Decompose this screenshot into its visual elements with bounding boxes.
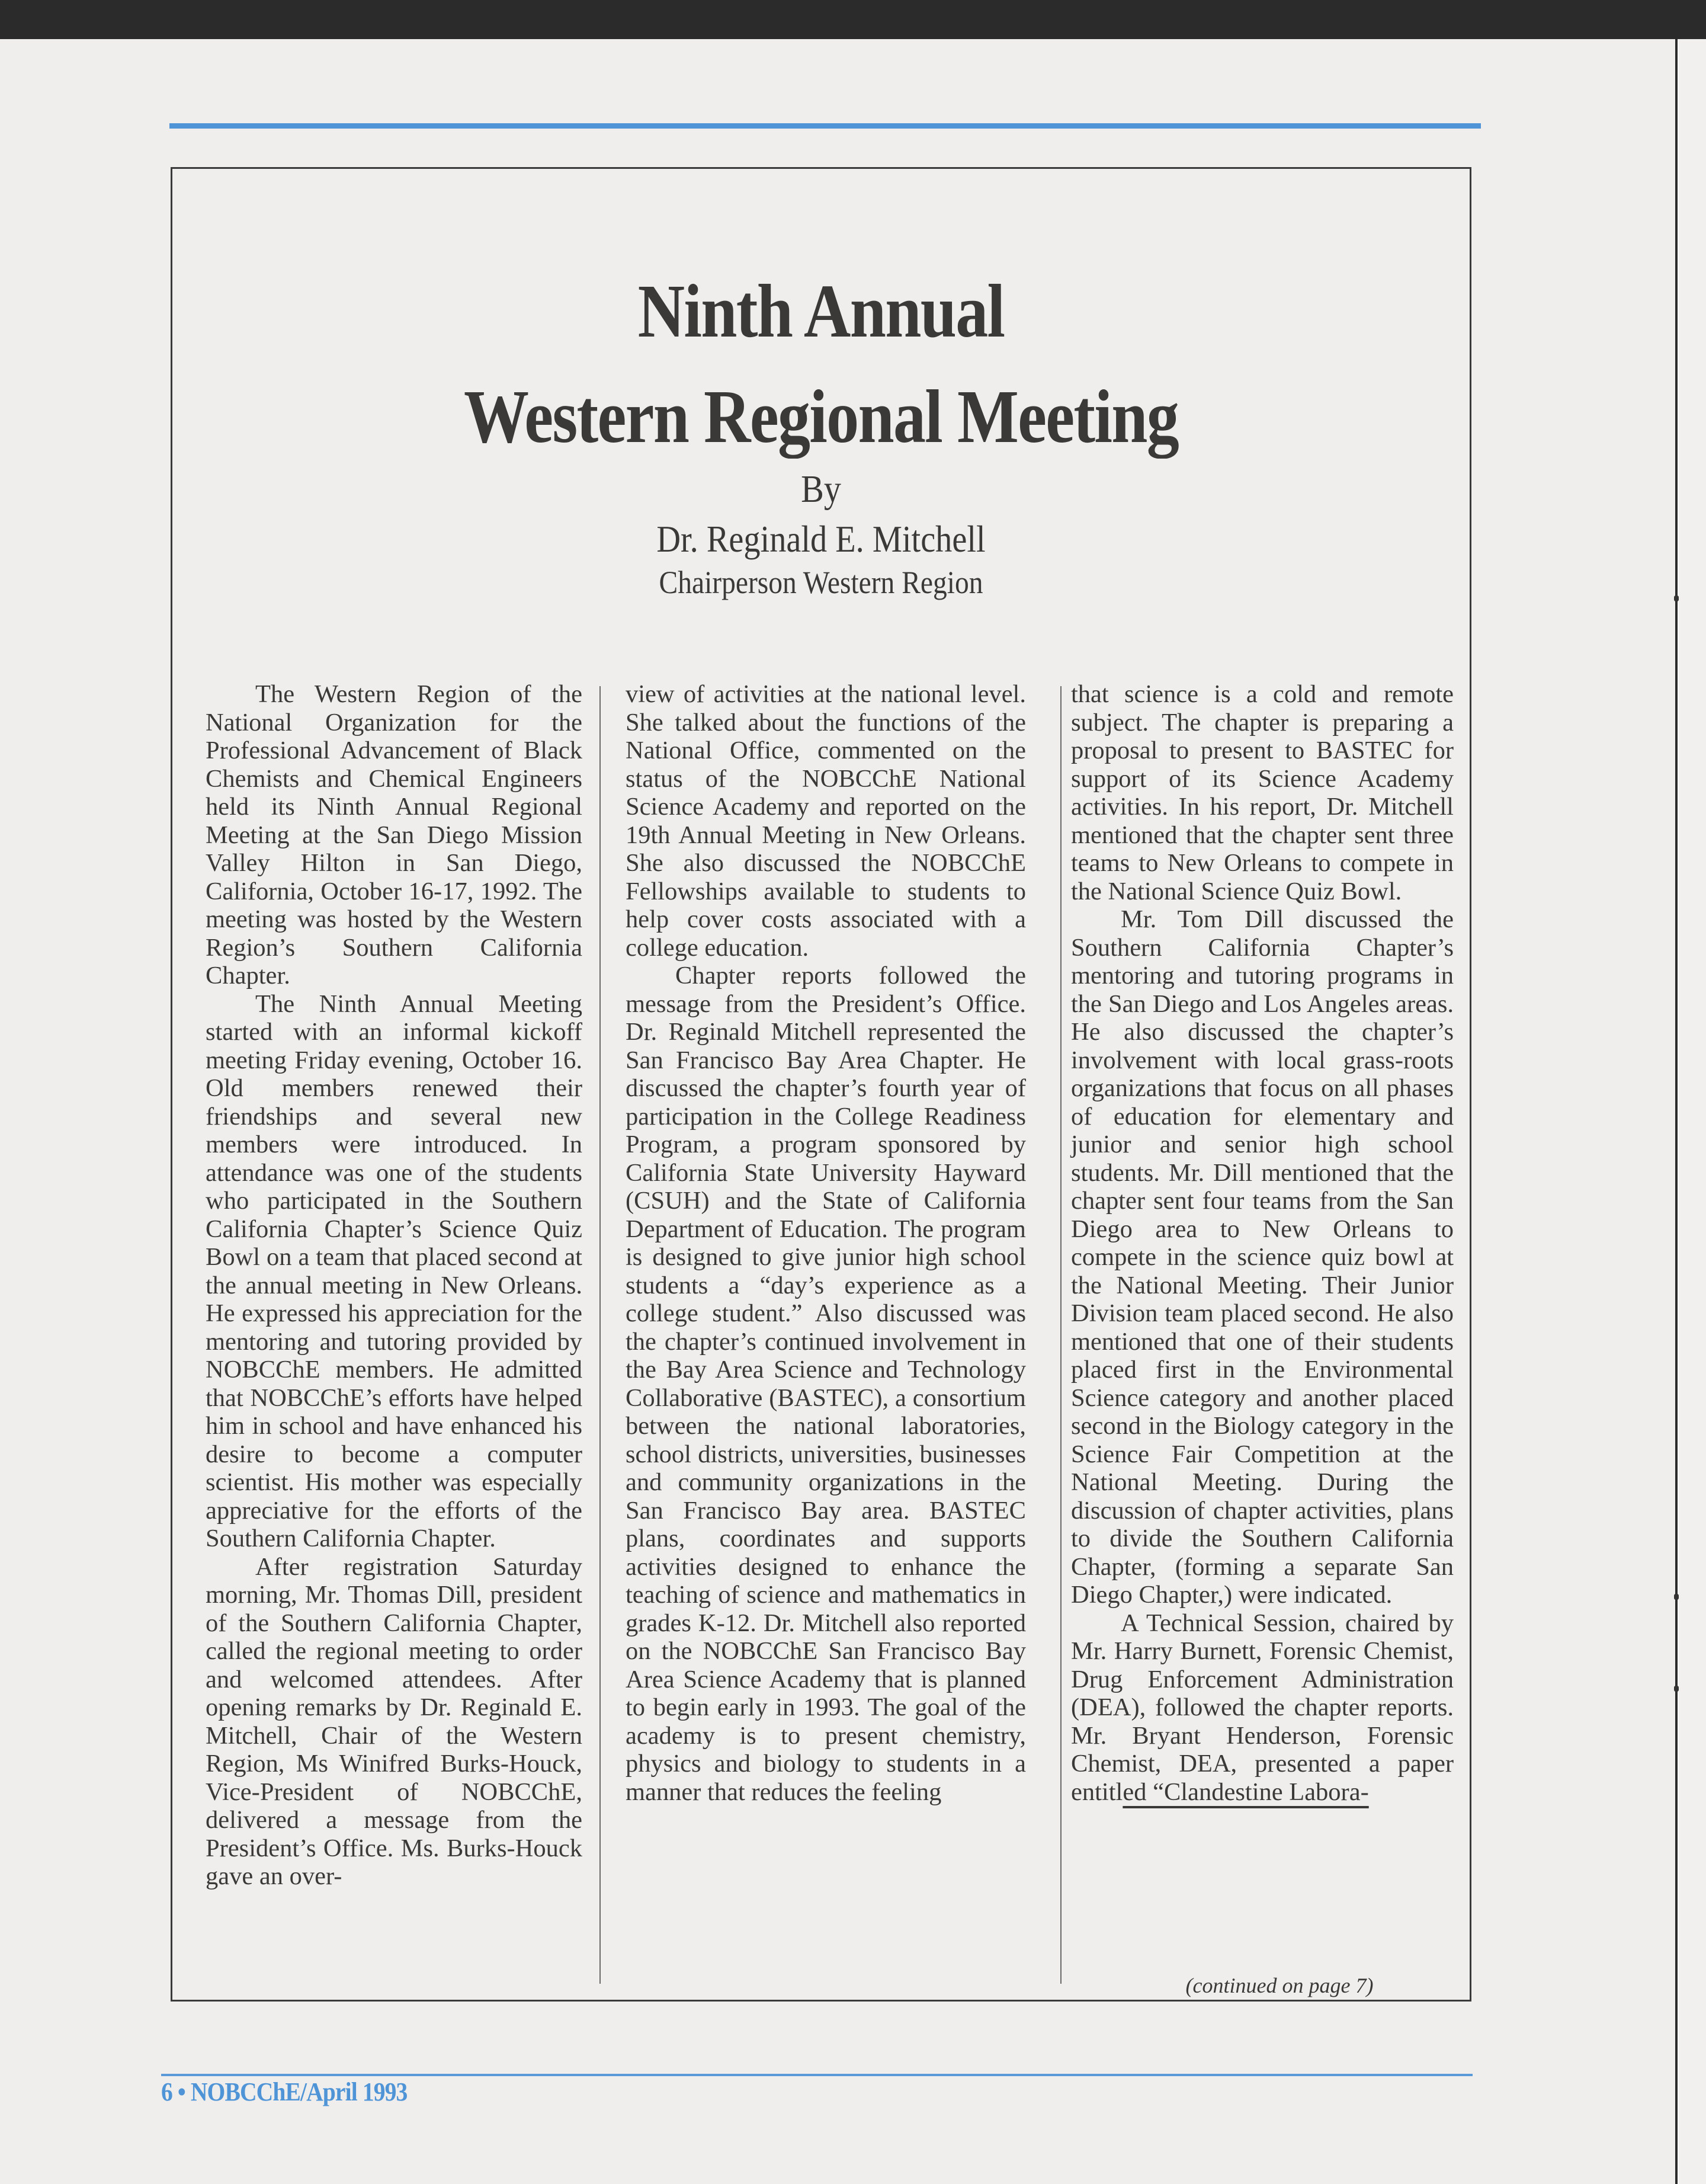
- article-column-3: [1071, 680, 1454, 2002]
- column-divider: [1060, 686, 1062, 1984]
- adjacent-page-edge: [1678, 39, 1706, 2184]
- paragraph: [1071, 1609, 1454, 1807]
- paragraph-text: A Technical Session, chaired by Mr. Harry Burnett, Forensic Chemist, Drug Enforcement Administration (DEA), followed the chapter reports. Mr. Bryant Henderson, Forensic Chemist, DEA, presented a paper entitl: [1071, 1609, 1454, 1806]
- paragraph: that science is a cold and remote subject. The chapter is preparing a proposal to present to BASTEC for support of its Science Academy activities. In his report, Dr. Mitchell mentioned that the chapter sent three teams to New Orleans to compete in the National Science Quiz Bowl.: [1071, 680, 1454, 905]
- column-divider: [599, 686, 601, 1984]
- paragraph: The Ninth Annual Meeting started with an informal kickoff meeting Friday evening, October 16. Old members renewed their friendships and several new members were introduced. In attendance was one of the students who participated in the Southern California Chapter’s Science Quiz Bowl on a team that placed second at the annual meeting in New Orleans. He expressed his appreciation for the mentoring and tutoring provided by NOBCChE members. He admitted that NOBCChE’s efforts have helped him in school and have enhanced his desire to become a computer scientist. His mother was especially appreciative for the efforts of the Southern California Chapter.: [206, 989, 582, 1552]
- byline-author-role: Chairperson Western Region: [659, 565, 983, 600]
- article-column-1: [206, 680, 582, 2002]
- byline-by: By: [801, 467, 841, 511]
- article-column-2: [626, 680, 1026, 2002]
- underlined-title-fragment: ed “Clandestine Labora-: [1123, 1778, 1369, 1806]
- byline-author: Dr. Reginald E. Mitchell: [656, 518, 986, 560]
- scan-mark: [1674, 1686, 1679, 1692]
- scan-mark: [1674, 1594, 1679, 1600]
- bottom-blue-rule: [161, 2074, 1473, 2076]
- paragraph: view of activities at the national level. She talked about the functions of the National Office, commented on the status of the NOBCChE National Science Academy and reported on the 19th Annual Meeting in New Orleans. She also discussed the NOBCChE Fellowships available to students to help cover costs associated with a college education.: [626, 680, 1026, 962]
- paragraph: After registration Saturday morning, Mr. Thomas Dill, president of the Southern California Chapter, called the regional meeting to order and welcomed attendees. After opening remarks by Dr. Reginald E. Mitchell, Chair of the Western Region, Ms Winifred Burks-Houck, Vice-President of NOBCChE, delivered a message from the President’s Office. Ms. Burks-Houck gave an over-: [206, 1552, 582, 1890]
- top-blue-rule: [169, 123, 1481, 129]
- page-footer: 6 • NOBCChE/April 1993: [161, 2077, 408, 2106]
- article-title-line-1: Ninth Annual: [637, 269, 1005, 353]
- paragraph: Chapter reports followed the message from the President’s Office. Dr. Reginald Mitchell represented the San Francisco Bay Area Chapter. He discussed the chapter’s fourth year of participation in the College Readiness Program, a program sponsored by California State University Hayward (CSUH) and the State of California Department of Education. The program is designed to give junior high school students a “day’s experience as a college student.” Also discussed was the chapter’s continued involvement in the Bay Area Science and Technology Collaborative (BASTEC), a consortium between the national laboratories, school districts, universities, businesses and community organizations in the San Francisco Bay area. BASTEC plans, coordinates and supports activities designed to enhance the teaching of science and mathematics in grades K-12. Dr. Mitchell also reported on the NOBCChE San Francisco Bay Area Science Academy that is planned to begin early in 1993. The goal of the academy is to present chemistry, physics and biology to students in a manner that reduces the feeling: [626, 962, 1026, 1806]
- article-title-line-2: Western Regional Meeting: [463, 374, 1179, 459]
- scan-mark: [1674, 595, 1679, 601]
- paragraph: Mr. Tom Dill discussed the Southern California Chapter’s mentoring and tutoring programs in the San Diego and Los Angeles areas. He also discussed the chapter’s involvement with local grass-roots organizations that focus on all phases of education for elementary and junior and senior high school students. Mr. Dill mentioned that the chapter sent four teams from the San Diego area to New Orleans to compete in the science quiz bowl at the National Meeting. Their Junior Division team placed second. He also mentioned that one of their students placed first in the Environmental Science category and another placed second in the Biology category in the Science Fair Competition at the National Meeting. During the discussion of chapter activities, plans to divide the Southern California Chapter, (forming a separate San Diego Chapter,) were indicated.: [1071, 905, 1454, 1609]
- continued-on-page-link[interactable]: (continued on page 7): [1185, 1974, 1374, 1997]
- paragraph: The Western Region of the National Organization for the Professional Advancement of Black Chemists and Chemical Engineers held its Ninth Annual Regional Meeting at the San Diego Mission Valley Hilton in San Diego, California, October 16-17, 1992. The meeting was hosted by the Western Region’s Southern California Chapter.: [206, 680, 582, 989]
